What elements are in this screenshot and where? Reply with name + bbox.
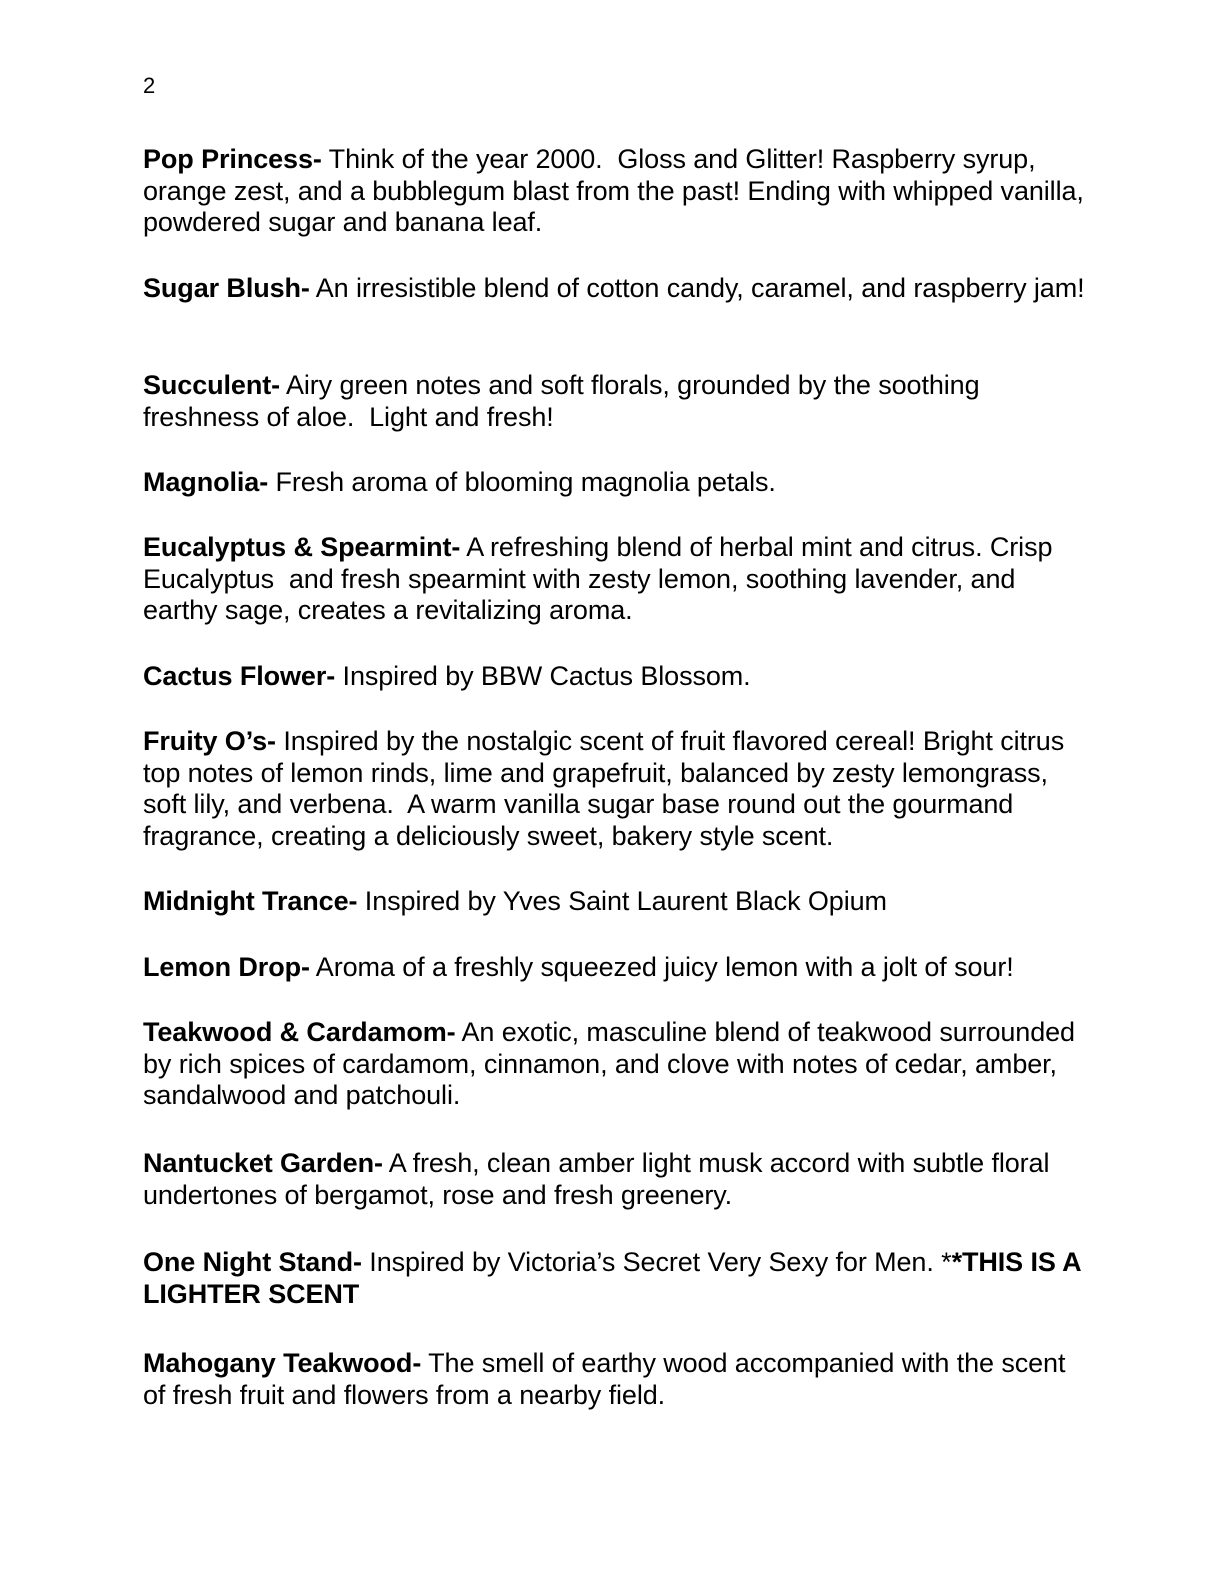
scent-name: Midnight Trance- xyxy=(143,886,358,916)
scent-name: Nantucket Garden- xyxy=(143,1148,383,1178)
scent-name: Pop Princess- xyxy=(143,144,322,174)
scent-description: Airy green notes and soft florals, grounded by the soothing freshness of aloe. Light and fresh! xyxy=(143,370,987,432)
scent-description: Fresh aroma of blooming magnolia petals. xyxy=(268,467,776,497)
scent-description: The smell of earthy wood accompanied with the scent of fresh fruit and flowers from a nearby field. xyxy=(143,1348,1073,1410)
scent-description: Aroma of a freshly squeezed juicy lemon with a jolt of sour! xyxy=(309,952,1014,982)
scent-entry-eucalyptus-spearmint xyxy=(143,532,1093,627)
scent-name: Fruity O’s- xyxy=(143,726,276,756)
scent-entry-sugar-blush xyxy=(143,273,1093,305)
scent-name: Lemon Drop- xyxy=(143,952,310,982)
scent-description: Inspired by Yves Saint Laurent Black Opium xyxy=(357,886,887,916)
scent-name: Eucalyptus & Spearmint- xyxy=(143,532,461,562)
scent-entry-one-night-stand xyxy=(143,1247,1093,1310)
scent-description: Inspired by the nostalgic scent of fruit flavored cereal! Bright citrus top notes of lemon rinds, lime and grapefruit, balanced by zesty lemongrass, soft lily, and verbena. A warm vanilla sugar base round out the gourmand fragrance, creating a deliciously sweet, bakery style scent. xyxy=(143,726,1072,851)
scent-name: Sugar Blush- xyxy=(143,273,310,303)
scent-entry-pop-princess xyxy=(143,144,1093,239)
scent-description: An exotic, masculine blend of teakwood surrounded by rich spices of cardamom, cinnamon, and clove with notes of cedar, amber, sandalwood and patchouli. xyxy=(143,1017,1083,1111)
scent-description: Inspired by BBW Cactus Blossom. xyxy=(335,661,751,691)
scent-entry-magnolia xyxy=(143,467,1093,499)
scent-description: An irresistible blend of cotton candy, caramel, and raspberry jam! xyxy=(309,273,1085,303)
scent-name: Magnolia- xyxy=(143,467,269,497)
scent-description: Think of the year 2000. Gloss and Glitter! Raspberry syrup, orange zest, and a bubblegum blast from the past! Ending with whipped vanilla, powdered sugar and banana leaf. xyxy=(143,144,1092,238)
scent-entry-nantucket-garden xyxy=(143,1148,1093,1211)
scent-name: Teakwood & Cardamom- xyxy=(143,1017,456,1047)
scent-note: *THIS IS A LIGHTER SCENT xyxy=(143,1247,1088,1309)
scent-entry-cactus-flower xyxy=(143,661,1093,693)
scent-name: One Night Stand- xyxy=(143,1247,362,1277)
scent-name: Mahogany Teakwood- xyxy=(143,1348,422,1378)
scent-entry-teakwood-cardamom xyxy=(143,1017,1093,1112)
scent-entry-succulent xyxy=(143,370,1093,433)
scent-name: Succulent- xyxy=(143,370,281,400)
scent-description: A fresh, clean amber light musk accord with subtle floral undertones of bergamot, rose and fresh greenery. xyxy=(143,1148,1057,1210)
scent-entry-fruity-os xyxy=(143,726,1093,852)
scent-entry-lemon-drop xyxy=(143,952,1093,984)
scent-entry-mahogany-teakwood xyxy=(143,1348,1093,1411)
scent-name: Cactus Flower- xyxy=(143,661,336,691)
scent-description: Inspired by Victoria’s Secret Very Sexy for Men. * xyxy=(361,1247,952,1277)
scent-description: A refreshing blend of herbal mint and citrus. Crisp Eucalyptus and fresh spearmint with zesty lemon, soothing lavender, and earthy sage, creates a revitalizing aroma. xyxy=(143,532,1060,626)
scent-entry-midnight-trance xyxy=(143,886,1093,918)
page-number: 2 xyxy=(143,73,156,98)
